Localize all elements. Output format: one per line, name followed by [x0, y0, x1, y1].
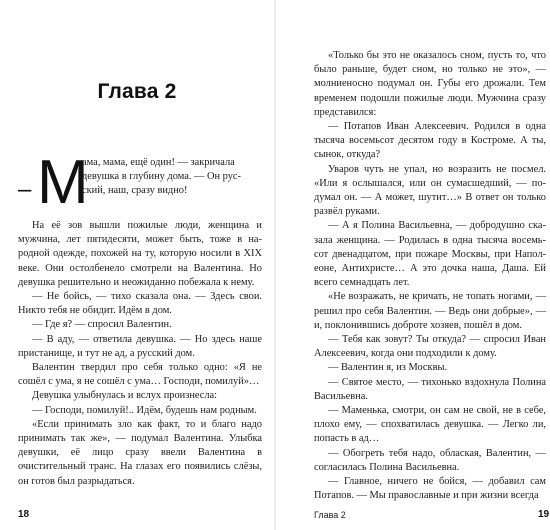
paragraph: — Обогреть тебя надо, облаская, Валентин, — согласилась Полина Васильевна. — [314, 447, 546, 473]
paragraph: — Святое место, — тихонько вздохнула Полина Васильевна. — [314, 376, 546, 402]
paragraph: — Не бойсь, — тихо сказала она. — Здесь свои. Никто тебя не обидит. Идём в дом. — [18, 291, 262, 317]
paragraph: — Где я? — спросил Валентин. — [32, 319, 172, 331]
opening-dash: – — [18, 176, 32, 203]
paragraph: — В аду, — ответила девушка. — Но здесь наше пристанище, и тут не ад, а русский дом. — [18, 333, 262, 359]
opening-line: ский, наш, сразу видно! — [82, 185, 188, 197]
chapter-opening — [18, 148, 262, 217]
paragraph: — Господи, помилуй!.. Идём, будешь нам родным. — [32, 404, 257, 416]
paragraph: «Только бы это не оказалось сном, пусть то, что было раньше, будет сном, но только не это», — молниеносно подумал он. Губы его дрожали. Тем временем подошли пожилые люди. Мужчина сразу представился: — [314, 50, 546, 118]
paragraph: — Потапов Иван Алексеевич. Родился в одна тысяча восемьсот десятом году в Костроме. А ты, сынок, откуда? — [314, 121, 546, 161]
paragraph: — А я Полина Васильевна, — добродушно ска-зала женщина. — Родилась в одна тысяча восемь-сот двенадцатом, при пожаре Москвы, при Напол-еоне, Антихристе… А это дочка наша, Даша. Ей всего семнадцать лет. — [314, 220, 546, 289]
opening-line: девушка в глубину дома. — Он рус- — [82, 171, 241, 183]
paragraph: Девушка улыбнулась и вслух произнесла: — [32, 390, 218, 402]
opening-lines — [82, 156, 262, 199]
paragraph: Уваров чуть не упал, но возразить не посмел. «Или я ослышался, или он сумасшедший, — по-думал он. — А может, шутит…» В ответ он только развёл руками. — [314, 163, 546, 218]
left-page — [0, 0, 274, 530]
drop-cap: М — [37, 148, 89, 217]
paragraph: «Не возражать, не кричать, не топать ногами, — решил про себя Валентин. — Ведь они добрые», — и, поклонившись доброте хозяев, пошёл в дом. — [314, 291, 546, 331]
right-page — [276, 0, 550, 530]
page-number-right: 19 — [538, 509, 550, 520]
chapter-title: Глава 2 — [97, 80, 177, 103]
paragraph: — Тебя как зовут? Ты откуда? — спросил Иван Алексеевич, когда они подходили к дому. — [314, 334, 546, 360]
paragraph: — Главное, ничего не бойся, — добавил сам Потапов. — Мы православные и при жизни всегда — [314, 476, 546, 502]
opening-line: ама, мама, ещё один! — закричала — [82, 157, 235, 168]
paragraph: — Валентин я, из Москвы. — [328, 362, 448, 374]
left-body-text — [18, 219, 262, 489]
page-number-left: 18 — [18, 509, 30, 520]
paragraph: На её зов вышли пожилые люди, женщина и мужчина, лет пятидесяти, может быть, тоже в на-родной одежде, похожей на ту, которую носили в XIX веке. Они остолбенело смотрели на Валентина. Но девушка решительно и неожиданно побежала к нему. — [18, 220, 262, 288]
paragraph: — Маменька, смотри, он сам не свой, не в себе, плохо ему, — спохватилась девушка. — Легко ли, попасть в ад… — [314, 405, 546, 445]
paragraph: «Если принимать зло как факт, то и благо надо принимать так же», — подумал Валентина. Улыбка девушки, её лицо сразу ввели Валентина в очистительный транс. На глазах его появились слёзы, он готов был разрыдаться. — [18, 418, 262, 487]
running-head: Глава 2 — [314, 510, 346, 520]
right-body-text — [314, 49, 546, 504]
paragraph: Валентин твердил про себя только одно: «Я не сошёл с ума, я не сошёл с ума… Господи, помилуй»… — [18, 362, 262, 388]
